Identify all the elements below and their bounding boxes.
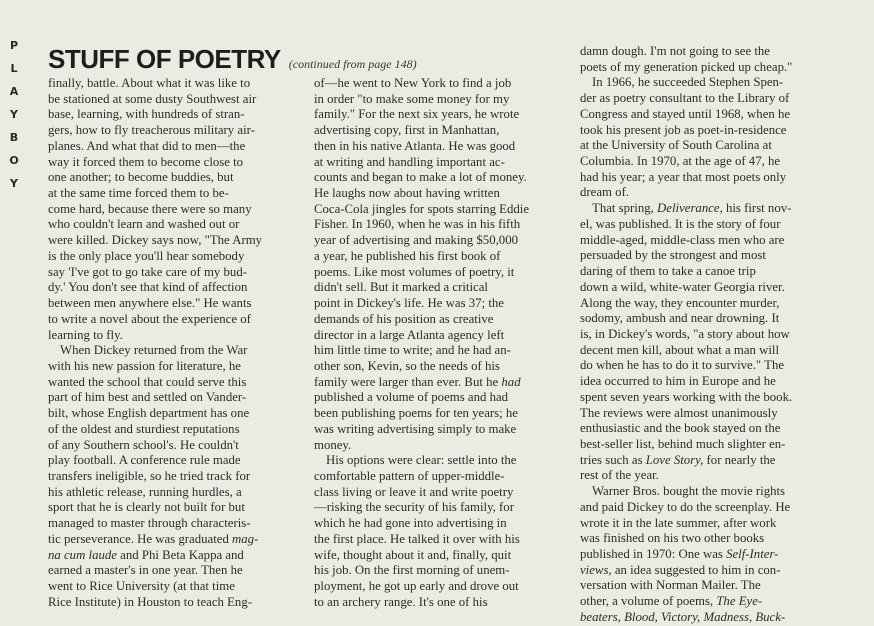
text-line: sport that he is clearly not built for but: [48, 500, 245, 515]
text-line: took his present job as poet-in-residence: [580, 122, 787, 137]
text-line: a year, he published his first book of: [314, 248, 501, 263]
text-line: el, was published. It is the story of four: [580, 216, 781, 231]
text-line: at the same time forced them to be-: [48, 186, 229, 201]
text-line: is the only place you'll hear somebody: [48, 248, 245, 263]
text-line: who couldn't learn and washed out or: [48, 217, 240, 232]
text-line: poets of my generation picked up cheap.": [580, 59, 793, 74]
text-line: point in Dickey's life. He was 37; the: [314, 296, 504, 311]
text-line: demands of his position as creative: [314, 311, 494, 326]
text-line: then in his native Atlanta. He was good: [314, 138, 516, 153]
text-line: dy.' You don't see that kind of affection: [48, 280, 248, 295]
text-line: tries such as Love Story, for nearly the: [580, 452, 776, 467]
text-line: managed to master through characteris-: [48, 516, 251, 531]
text-line: earned a master's in one year. Then he: [48, 563, 243, 578]
text-line: went to Rice University (at that time: [48, 579, 235, 593]
text-line: Along the way, they encounter murder,: [580, 295, 780, 310]
text-line: Rice Institute) in Houston to teach Eng-: [48, 594, 252, 609]
text-line: family were larger than ever. But he had: [314, 374, 521, 389]
text-line: Fisher. In 1960, when he was in his fifth: [314, 217, 521, 232]
text-line: published a volume of poems and had: [314, 390, 509, 405]
text-line: way it forced them to become close to: [48, 154, 244, 169]
text-line: at the University of South Carolina at: [580, 138, 772, 153]
text-line: Warner Bros. bought the movie rights: [592, 484, 786, 499]
text-line: of any Southern school's. He couldn't: [48, 437, 239, 452]
text-line: had his year; a year that most poets only: [580, 169, 787, 184]
text-line: published in 1970: One was Self-Inter-: [580, 547, 779, 561]
text-line: do when he has to do it to survive." The: [580, 358, 785, 373]
text-line: daring of them to take a canoe trip: [580, 264, 756, 279]
text-line: part of him best and settled on Vander-: [48, 390, 247, 405]
text-line: to write a novel about the experience of: [48, 311, 251, 326]
text-line: comfortable pattern of upper-middle-: [314, 468, 505, 483]
text-line: his athletic release, running hurdles, a: [48, 484, 242, 499]
text-line: beaters, Blood, Victory, Madness, Buck-: [580, 609, 786, 624]
text-line: best-seller list, behind much slighter en-: [580, 436, 786, 451]
text-line: dream of.: [580, 185, 630, 200]
text-line: His options were clear: settle into the: [326, 453, 517, 468]
text-line: wanted the school that could serve this: [48, 374, 247, 389]
text-line: der as poetry consultant to the Library of: [580, 91, 790, 106]
text-line: and paid Dickey to do the screenplay. He: [580, 499, 791, 514]
text-line: enthusiastic and the book stayed on the: [580, 421, 781, 436]
text-line: say 'I've got to go take care of my bud-: [48, 264, 247, 279]
text-line: was writing advertising simply to make: [314, 421, 517, 436]
text-line: rest of the year.: [580, 468, 659, 483]
text-column-2: [314, 76, 566, 610]
continued-from-note: (continued from page 148): [288, 57, 417, 71]
text-line: sodomy, ambush and near drowning. It: [580, 311, 780, 326]
text-line: tic perseverance. He was graduated mag-: [48, 531, 259, 546]
text-line: na cum laude and Phi Beta Kappa and: [48, 547, 244, 562]
magazine-letter: A: [9, 85, 19, 98]
text-line: of the oldest and sturdiest reputations: [48, 421, 240, 436]
text-line: middle-aged, middle-class men who are: [580, 232, 785, 247]
text-line: damn dough. I'm not going to see the: [580, 44, 770, 58]
text-line: planes. And what that did to men—the: [48, 138, 246, 153]
text-line: of—he went to New York to find a job: [314, 76, 512, 90]
text-line: persuaded by the strongest and most: [580, 248, 766, 263]
article-title: STUFF OF POETRY: [48, 44, 281, 74]
text-line: versation with Norman Mailer. The: [580, 578, 761, 593]
text-line: which he had gone into advertising in: [314, 516, 507, 531]
text-line: Columbia. In 1970, at the age of 47, he: [580, 154, 781, 169]
magazine-letter: P: [9, 39, 19, 52]
text-line: wrote it in the late summer, after work: [580, 515, 777, 530]
text-column-3: [580, 44, 834, 626]
text-line: play football. A conference rule made: [48, 453, 241, 468]
text-line: is, in Dickey's words, "a story about how: [580, 326, 790, 341]
text-line: advertising copy, first in Manhattan,: [314, 123, 500, 138]
text-line: base, learning, with hundreds of stran-: [48, 107, 245, 122]
text-line: decent men kill, about what a man will: [580, 342, 780, 357]
text-line: class living or leave it and write poetry: [314, 484, 514, 499]
text-line: didn't sell. But it marked a critical: [314, 280, 488, 295]
text-line: his job. On the first morning of unem-: [314, 563, 510, 578]
text-line: other son, Kevin, so the needs of his: [314, 358, 500, 373]
text-line: money.: [314, 437, 352, 452]
text-line: year of advertising and making $50,000: [314, 233, 518, 248]
text-line: Coca-Cola jingles for spots starring Eddie: [314, 201, 530, 216]
magazine-letter: Y: [10, 177, 18, 190]
text-line: views, an idea suggested to him in con-: [580, 562, 781, 577]
text-line: Congress and stayed until 1968, when he: [580, 106, 791, 121]
text-line: were killed. Dickey says now, "The Army: [48, 233, 263, 248]
text-line: That spring, Deliverance, his first nov-: [592, 201, 792, 216]
magazine-letter: O: [9, 154, 19, 167]
magazine-letter: Y: [10, 108, 18, 121]
text-line: poems. Like most volumes of poetry, it: [314, 264, 515, 279]
text-line: idea occurred to him in Europe and he: [580, 374, 776, 389]
magazine-name-vertical: [6, 40, 22, 201]
text-line: in order "to make some money for my: [314, 91, 510, 106]
text-line: down a wild, white-water Georgia river.: [580, 279, 785, 294]
text-line: been publishing poems for ten years; he: [314, 406, 518, 421]
text-line: He laughs now about having written: [314, 186, 500, 201]
text-line: counts and began to make a lot of money.: [314, 170, 527, 185]
text-line: with his new passion for literature, he: [48, 358, 241, 373]
text-line: come hard, because there were so many: [48, 201, 252, 216]
text-line: In 1966, he succeeded Stephen Spen-: [592, 75, 784, 90]
text-line: transfers ineligible, so he tried track for: [48, 468, 251, 483]
text-line: learning to fly.: [48, 327, 123, 342]
magazine-letter: B: [9, 131, 19, 144]
article-headline: [48, 44, 417, 75]
text-line: to an archery range. It's one of his: [314, 594, 488, 609]
text-line: finally, battle. About what it was like to: [48, 76, 251, 90]
text-line: the first place. He talked it over with his: [314, 531, 520, 546]
text-line: spent seven years working with the book.: [580, 389, 793, 404]
text-line: director in a large Atlanta agency left: [314, 327, 505, 342]
text-line: family." For the next six years, he wrote: [314, 107, 520, 122]
text-line: was finished on his two other books: [580, 531, 765, 546]
text-line: ployment, he got up early and drove out: [314, 579, 519, 593]
text-line: —risking the security of his family, for: [314, 500, 514, 515]
text-line: between men anywhere else." He wants: [48, 296, 252, 311]
text-line: other, a volume of poems, The Eye-: [580, 594, 763, 609]
text-line: gers, how to fly treacherous military air-: [48, 123, 255, 138]
magazine-letter: L: [10, 62, 18, 75]
text-line: him little time to write; and he had an-: [314, 343, 511, 358]
text-column-1: [48, 76, 298, 610]
text-line: be stationed at some dusty Southwest air: [48, 91, 257, 106]
text-line: one another; to become buddies, but: [48, 170, 234, 185]
text-line: bilt, whose English department has one: [48, 406, 250, 421]
text-line: When Dickey returned from the War: [60, 343, 248, 358]
text-line: wife, thought about it and, finally, quit: [314, 547, 512, 562]
text-line: The reviews were almost unanimously: [580, 405, 778, 420]
text-line: at writing and handling important ac-: [314, 154, 505, 169]
